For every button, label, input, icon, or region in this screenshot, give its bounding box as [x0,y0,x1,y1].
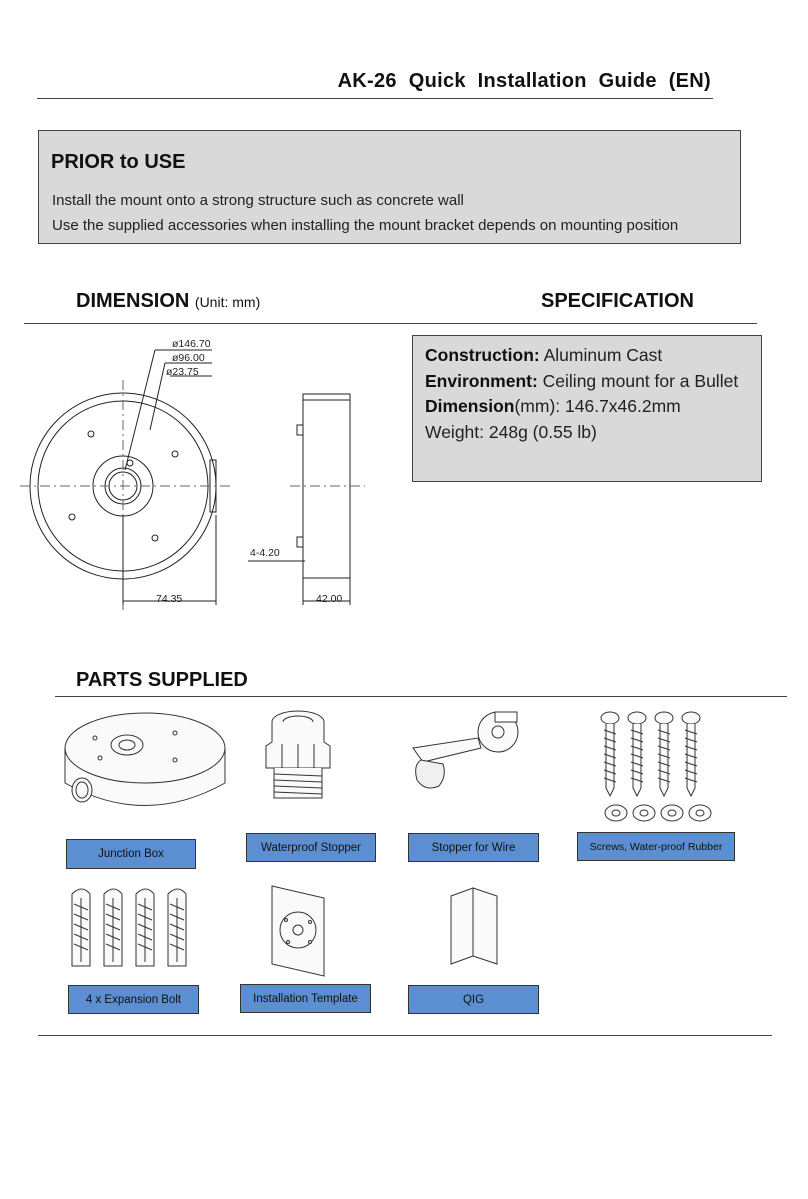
label-screws-rubber: Screws, Water-proof Rubber [577,832,735,861]
prior-to-use-box [38,130,741,244]
dim-label-holes: 4-4.20 [250,547,280,559]
dimension-drawing [0,330,400,620]
installation-template-image [262,884,332,979]
parts-heading: PARTS SUPPLIED [76,669,248,691]
dimension-heading-wrap [76,290,260,313]
parts-rule [55,696,787,697]
dim-label-d1: ø146.70 [172,338,211,350]
stopper-for-wire-image [403,710,533,795]
label-stopper-for-wire: Stopper for Wire [408,833,539,862]
label-expansion-bolt: 4 x Expansion Bolt [68,985,199,1014]
waterproof-stopper-image [258,708,338,803]
spec-dimension: Dimension(mm): 146.7x46.2mm [425,396,681,416]
dim-label-d2: ø96.00 [172,352,205,364]
label-installation-template: Installation Template [240,984,371,1013]
dimension-heading: DIMENSION [76,290,190,312]
prior-to-use-heading: PRIOR to USE [51,151,186,173]
page-title: AK-26 Quick Installation Guide (EN) [337,70,711,92]
dimension-rule [24,323,757,324]
specification-box [412,335,762,482]
dim-label-height: 42.00 [316,593,343,605]
specification-heading: SPECIFICATION [541,290,694,312]
expansion-bolt-image [66,884,196,974]
label-waterproof-stopper: Waterproof Stopper [246,833,376,862]
spec-construction: Construction: Aluminum Cast [425,345,663,365]
screws-image [590,710,725,825]
spec-weight: Weight: 248g (0.55 lb) [425,421,597,442]
label-junction-box: Junction Box [66,839,196,869]
dim-label-d3: ø23.75 [166,366,199,378]
bottom-rule [38,1035,772,1036]
spec-environment: Environment: Ceiling mount for a Bullet [425,370,739,391]
prior-line-1: Install the mount onto a strong structure such as concrete wall [52,192,464,209]
dim-label-width: 74.35 [156,593,183,605]
header-rule [37,98,713,99]
dimension-unit: (Unit: mm) [194,294,261,310]
junction-box-image [60,708,230,828]
label-qig: QIG [408,985,539,1014]
qig-image [445,884,505,964]
prior-line-2: Use the supplied accessories when installing the mount bracket depends on mounting position [52,217,679,234]
